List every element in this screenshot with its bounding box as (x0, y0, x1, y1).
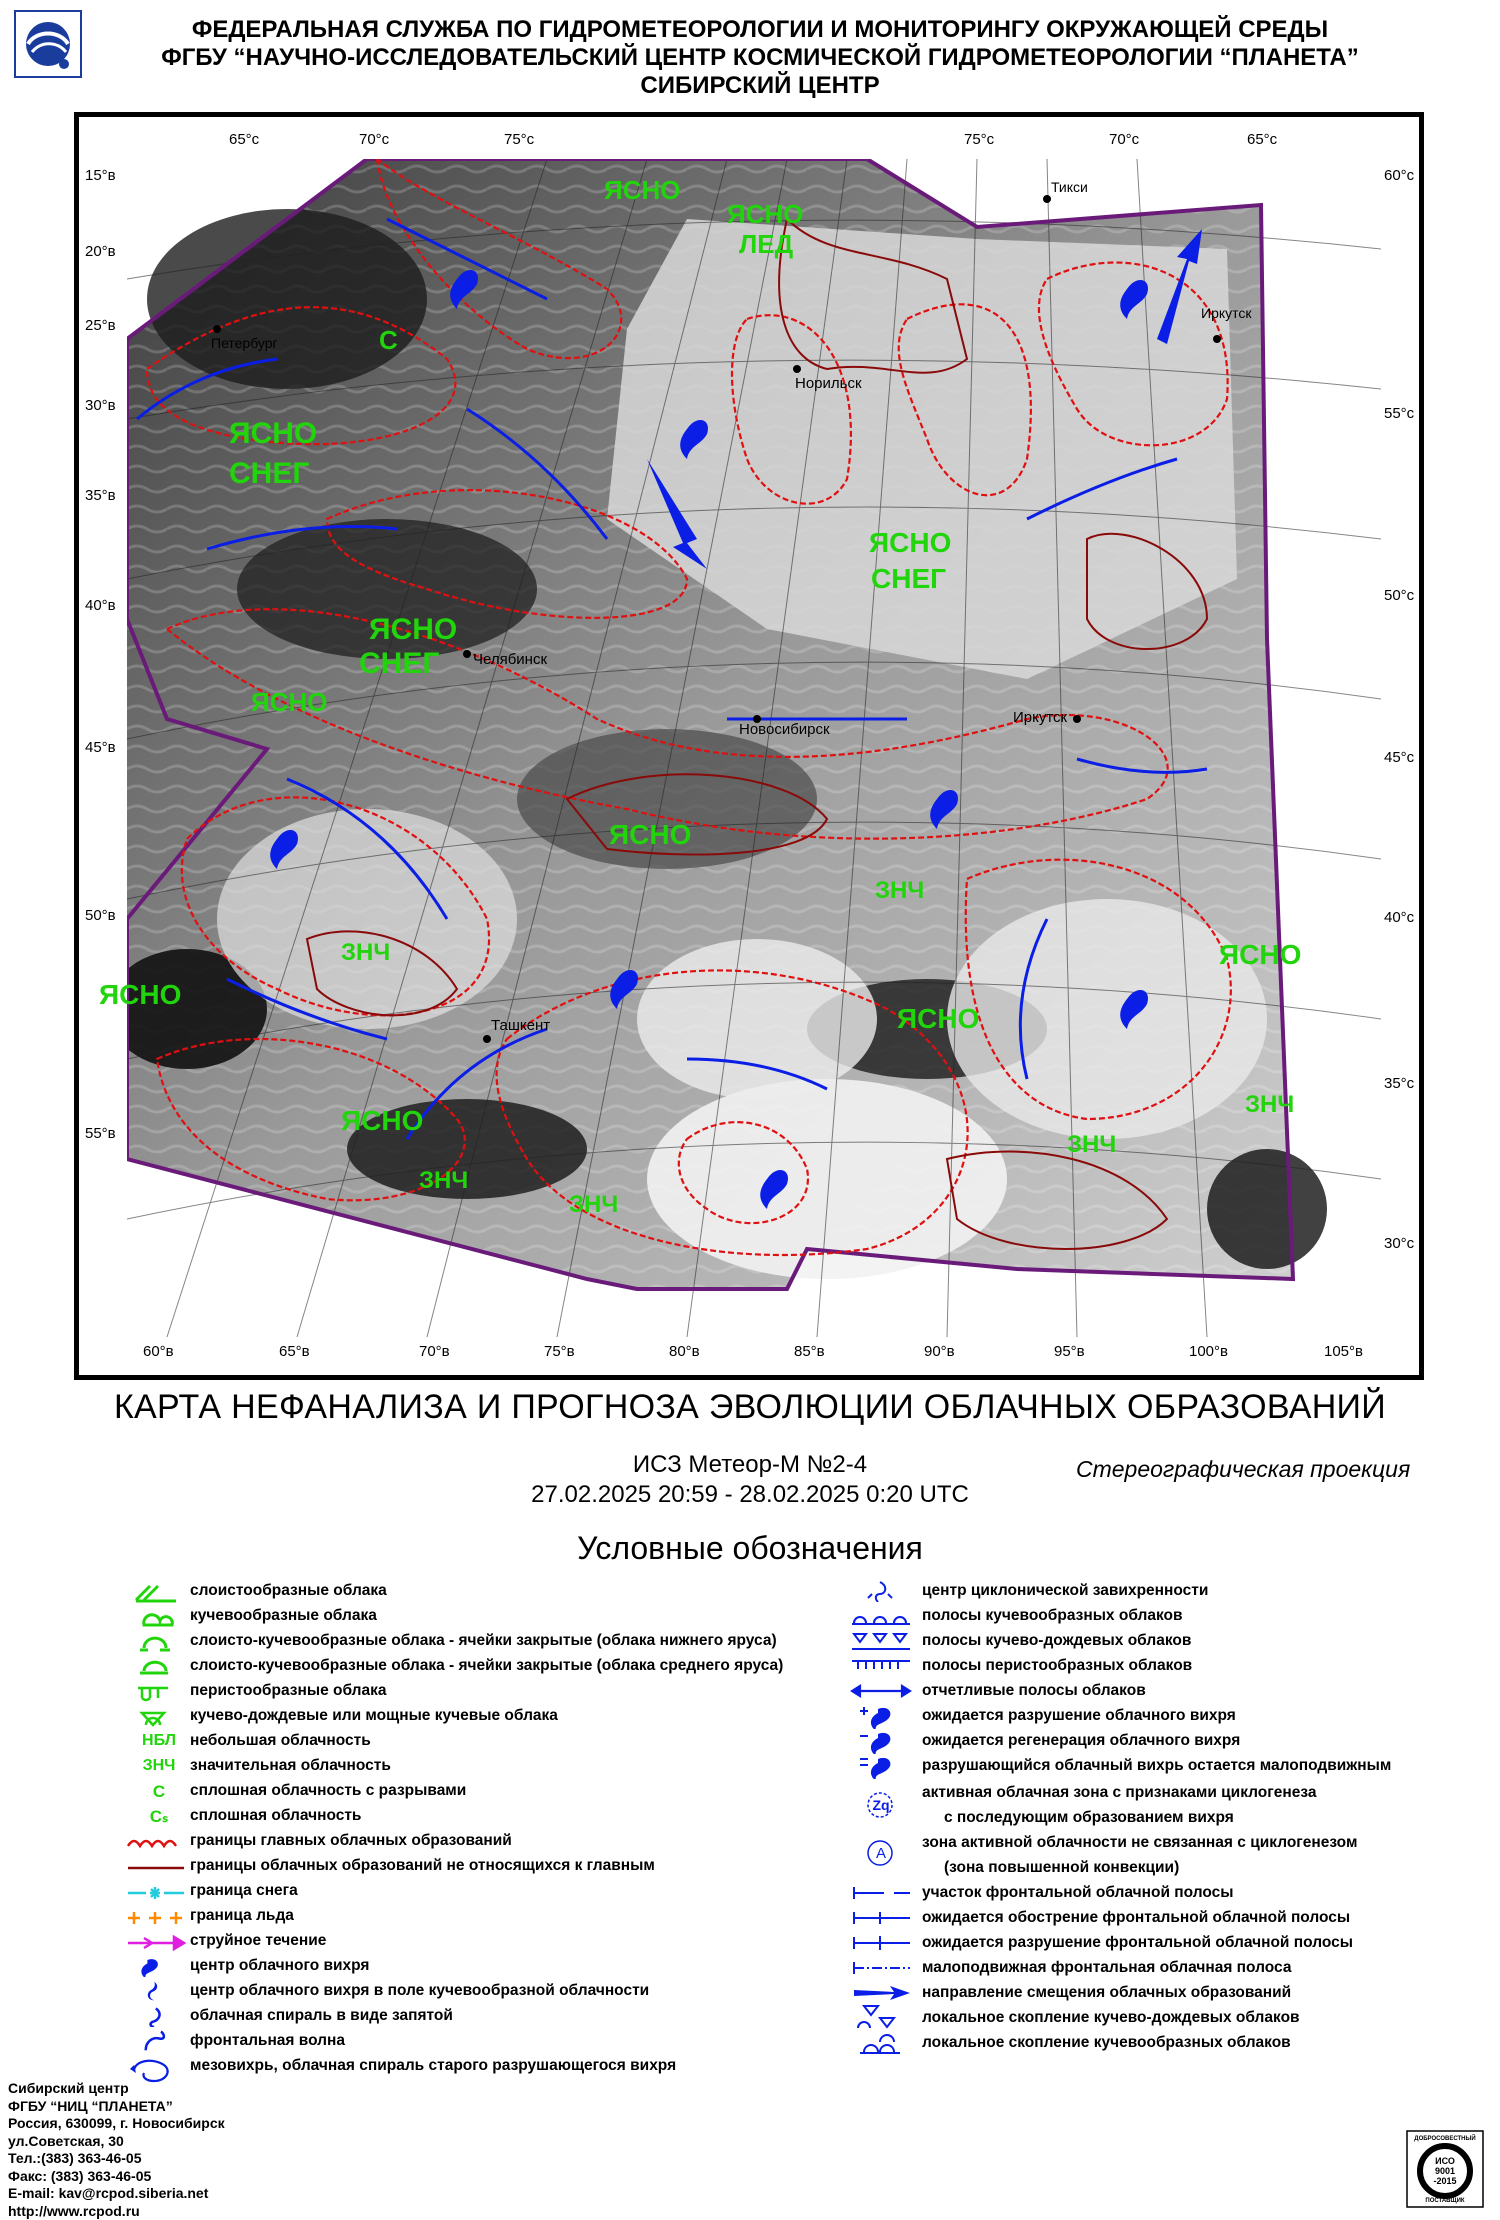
legend-text: граница снега (190, 1882, 298, 1899)
right-tick: 35°c (1384, 1075, 1415, 1092)
projection-label: Стереографическая проекция (1076, 1456, 1411, 1482)
main-boundary-icon (124, 1832, 186, 1854)
city-label: Петербург (211, 335, 278, 351)
cloud-label: ЯСНО (251, 687, 328, 717)
stratiform-icon (128, 1582, 190, 1604)
left-tick: 50°в (85, 907, 116, 924)
legend-text: направление смещения облачных образований (922, 1984, 1292, 2001)
bottom-tick: 65°в (279, 1343, 310, 1360)
cumulus-bands-icon (850, 1605, 912, 1627)
cloud-label: С (379, 325, 398, 355)
contact-line: Россия, 630099, г. Новосибирск (8, 2115, 225, 2131)
bottom-tick: 95°в (1054, 1343, 1085, 1360)
front-segment-icon (850, 1882, 912, 1904)
cloud-label: ЗНЧ (341, 939, 391, 966)
cert-iso-year: -2015 (1433, 2176, 1457, 2186)
cyclonic-center-icon (850, 1580, 912, 1602)
legend-text: небольшая облачность (190, 1732, 371, 1749)
front-stationary-icon (850, 1957, 912, 1979)
legend-text: отчетливые полосы облаков (922, 1682, 1146, 1699)
legend-text: слоистообразные облака (190, 1582, 387, 1599)
contact-website-link[interactable]: http://www.rcpod.ru (8, 2202, 140, 2219)
contact-line: ул.Советская, 30 (8, 2132, 124, 2149)
bottom-tick: 85°в (794, 1343, 825, 1360)
legend-text: центр циклонической завихренности (922, 1582, 1209, 1599)
city-label: Норильск (795, 375, 862, 392)
cirrus-bands-icon (850, 1655, 912, 1677)
jet-stream-icon (124, 1932, 186, 1954)
cloud-label: ЗНЧ (1245, 1091, 1295, 1118)
right-tick: 45°c (1384, 749, 1415, 766)
cb-bands-icon (850, 1630, 912, 1652)
legend-text: с последующим образованием вихря (944, 1809, 1234, 1826)
cloud-label: ЯСНО (609, 819, 692, 850)
znch-text: ЗНЧ (142, 1757, 176, 1774)
bottom-tick: 105°в (1324, 1343, 1363, 1360)
cloud-label: ЯСНО (897, 1003, 980, 1034)
contact-line: ФГБУ “НИЦ “ПЛАНЕТА” (8, 2097, 173, 2114)
front-decay-icon (850, 1932, 912, 1954)
top-tick: 70°c (359, 131, 390, 148)
cloud-label: ЗНЧ (419, 1167, 469, 1194)
cumulus-cluster-icon (850, 2030, 912, 2056)
top-tick: 65°c (229, 131, 260, 148)
cumuliform-icon (128, 1607, 190, 1629)
city-label: Тикси (1051, 179, 1088, 195)
city-label: Иркутск (1013, 709, 1068, 726)
legend-text: ожидается обострение фронтальной облачной полосы (922, 1909, 1351, 1926)
top-tick: 75°c (504, 131, 535, 148)
nephanalysis-map (74, 112, 1424, 1380)
left-tick: 15°в (85, 167, 116, 184)
top-tick: 75°c (964, 131, 995, 148)
legend-text: участок фронтальной облачной полосы (922, 1884, 1234, 1901)
legend-text: ожидается регенерация облачного вихря (922, 1732, 1241, 1749)
cert-iso-number: 9001 (1434, 2166, 1456, 2176)
legend-text: границы главных облачных образований (190, 1832, 512, 1849)
cloud-label: ЗНЧ (1067, 1131, 1117, 1158)
right-tick: 60°c (1384, 167, 1415, 184)
left-tick: 20°в (85, 243, 116, 260)
vortex-cumulus-icon (124, 1980, 186, 2002)
right-tick: 50°c (1384, 587, 1415, 604)
ice-boundary-icon (124, 1907, 186, 1929)
cumulonimbus-icon (128, 1707, 190, 1729)
legend-text: границы облачных образований не относящихся к главным (190, 1857, 655, 1874)
cloud-label: ЛЕД (739, 229, 794, 259)
cloud-label: СНЕГ (871, 563, 946, 594)
bottom-tick: 80°в (669, 1343, 700, 1360)
legend-text: (зона повышенной конвекции) (944, 1859, 1180, 1876)
legend-text: локальное скопление кучево-дождевых облаков (922, 2009, 1300, 2026)
legend-text: сплошная облачность (190, 1807, 362, 1824)
legend-text: мезовихрь, облачная спираль старого разрушающегося вихря (190, 2057, 677, 2074)
cloud-label: ЯСНО (1219, 939, 1302, 970)
bottom-tick: 60°в (143, 1343, 174, 1360)
left-tick: 35°в (85, 487, 116, 504)
city-label: Иркутск (1201, 305, 1252, 321)
vortex-decay-icon (850, 1703, 912, 1729)
legend-text: центр облачного вихря (190, 1957, 370, 1974)
front-sharpen-icon (850, 1907, 912, 1929)
map-title: КАРТА НЕФАНАЛИЗА И ПРОГНОЗА ЭВОЛЮЦИИ ОБЛАЧНЫХ ОБРАЗОВАНИЙ (113, 1388, 1387, 1426)
top-tick: 65°c (1247, 131, 1278, 148)
left-tick: 40°в (85, 597, 116, 614)
mesovortex-icon (124, 2055, 186, 2083)
vortex-stationary-icon (850, 1753, 912, 1779)
satellite-image (127, 159, 1381, 1337)
other-boundary-icon (124, 1857, 186, 1879)
nbl-text: НБЛ (142, 1732, 176, 1749)
legend-text: ожидается разрушение фронтальной облачной полосы (922, 1934, 1353, 1951)
frontal-wave-icon (124, 2030, 186, 2052)
legend-text: малоподвижная фронтальная облачная полоса (922, 1959, 1292, 1976)
legend-text: перистообразные облака (190, 1682, 387, 1699)
stratocumulus-closed-cells-icon (128, 1632, 190, 1654)
legend-text: граница льда (190, 1907, 294, 1924)
legend-text: сплошная облачность с разрывами (190, 1782, 467, 1799)
cloud-label: СНЕГ (359, 647, 440, 680)
a-label: A (875, 1845, 886, 1862)
legend-text: кучево-дождевые или мощные кучевые облака (190, 1707, 558, 1724)
contact-block (8, 2080, 225, 2220)
cs-text: Сₛ (149, 1807, 169, 1826)
legend-text: полосы кучево-дождевых облаков (922, 1632, 1192, 1649)
legend-text: локальное скопление кучевообразных облаков (922, 2034, 1291, 2051)
distinct-bands-icon (850, 1680, 912, 1702)
top-tick: 70°c (1109, 131, 1140, 148)
city-label: Новосибирск (739, 721, 830, 738)
displacement-arrow-icon (850, 1982, 912, 2004)
left-tick: 25°в (85, 317, 116, 334)
left-tick: 45°в (85, 739, 116, 756)
header-institute: ФГБУ “НАУЧНО-ИССЛЕДОВАТЕЛЬСКИЙ ЦЕНТР КОСМИЧЕСКОЙ ГИДРОМЕТЕОРОЛОГИИ “ПЛАНЕТА” (161, 44, 1359, 71)
right-tick: 40°c (1384, 909, 1415, 926)
comma-spiral-icon (124, 2005, 186, 2027)
contact-line: Факс: (383) 363-46-05 (8, 2167, 152, 2184)
legend-text: полосы кучевообразных облаков (922, 1607, 1183, 1624)
legend-text: слоисто-кучевообразные облака - ячейки закрытые (облака нижнего яруса) (190, 1632, 777, 1649)
legend-text: активная облачная зона с признаками циклогенеза (922, 1784, 1317, 1801)
contact-email[interactable]: E-mail: kav@rcpod.siberia.net (8, 2185, 209, 2201)
c-text: С (152, 1782, 166, 1801)
cloud-label: ЯСНО (341, 1105, 424, 1136)
bottom-tick: 75°в (544, 1343, 575, 1360)
bottom-tick: 90°в (924, 1343, 955, 1360)
legend-text: зона активной облачности не связанная с циклогенезом (922, 1834, 1358, 1851)
header-agency: ФЕДЕРАЛЬНАЯ СЛУЖБА ПО ГИДРОМЕТЕОРОЛОГИИ И МОНИТОРИНГУ ОКРУЖАЮЩЕЙ СРЕДЫ (191, 16, 1329, 43)
header-center: СИБИРСКИЙ ЦЕНТР (640, 72, 880, 99)
legend-text: разрушающийся облачный вихрь остается малоподвижным (922, 1757, 1392, 1774)
cloud-label: СНЕГ (229, 457, 310, 490)
cloud-label: ЯСНО (99, 979, 182, 1010)
legend-text: полосы перистообразных облаков (922, 1657, 1193, 1674)
cloud-label: ЗНЧ (875, 877, 925, 904)
legend-title: Условные обозначения (577, 1530, 923, 1566)
cloud-label: ЯСНО (869, 527, 952, 558)
right-tick: 55°c (1384, 405, 1415, 422)
vortex-center-icon (124, 1955, 186, 1977)
zq-label: Zq (872, 1797, 890, 1813)
legend-text: слоисто-кучевообразные облака - ячейки закрытые (облака среднего яруса) (190, 1657, 784, 1674)
bottom-tick: 100°в (1189, 1343, 1228, 1360)
city-label: Челябинск (473, 651, 548, 668)
legend-text: ожидается разрушение облачного вихря (922, 1707, 1236, 1724)
legend-text: облачная спираль в виде запятой (190, 2007, 453, 2024)
legend-text: значительная облачность (190, 1757, 391, 1774)
city-label: Ташкент (491, 1017, 551, 1034)
legend-text: струйное течение (190, 1932, 327, 1949)
cert-bottom-text: ПОСТАВЩИК (1425, 2198, 1465, 2204)
left-tick: 30°в (85, 397, 116, 414)
satellite-period: 27.02.2025 20:59 - 28.02.2025 0:20 UTC (531, 1481, 969, 1508)
cloud-label: ЯСНО (229, 417, 318, 450)
cb-cluster-icon (850, 2004, 912, 2030)
cirriform-icon (128, 1682, 190, 1704)
legend-text: центр облачного вихря в поле кучевообразной облачности (190, 1982, 650, 1999)
cloud-label: ЯСНО (604, 175, 681, 205)
bottom-tick: 70°в (419, 1343, 450, 1360)
planeta-logo-icon (14, 10, 82, 78)
satellite-name: ИСЗ Метеор-М №2-4 (632, 1451, 868, 1478)
right-tick: 30°c (1384, 1235, 1415, 1252)
cloud-label: ЯСНО (369, 613, 458, 646)
vortex-regen-icon (850, 1728, 912, 1754)
contact-line: Тел.:(383) 363-46-05 (8, 2150, 142, 2166)
contact-line: Сибирский центр (8, 2080, 129, 2096)
stratocumulus-mid-icon (128, 1657, 190, 1679)
left-tick: 55°в (85, 1125, 116, 1142)
legend-text: кучевообразные облака (190, 1607, 377, 1624)
iso-certificate-badge (1406, 2130, 1484, 2208)
cloud-label: ЯСНО (727, 199, 804, 229)
cloud-label: ЗНЧ (569, 1191, 619, 1218)
cert-iso-text: ИСО (1435, 2156, 1455, 2166)
cert-top-text: ДОБРОСОВЕСТНЫЙ (1414, 2136, 1476, 2142)
legend-text: фронтальная волна (190, 2032, 346, 2049)
snow-boundary-icon (124, 1882, 186, 1904)
